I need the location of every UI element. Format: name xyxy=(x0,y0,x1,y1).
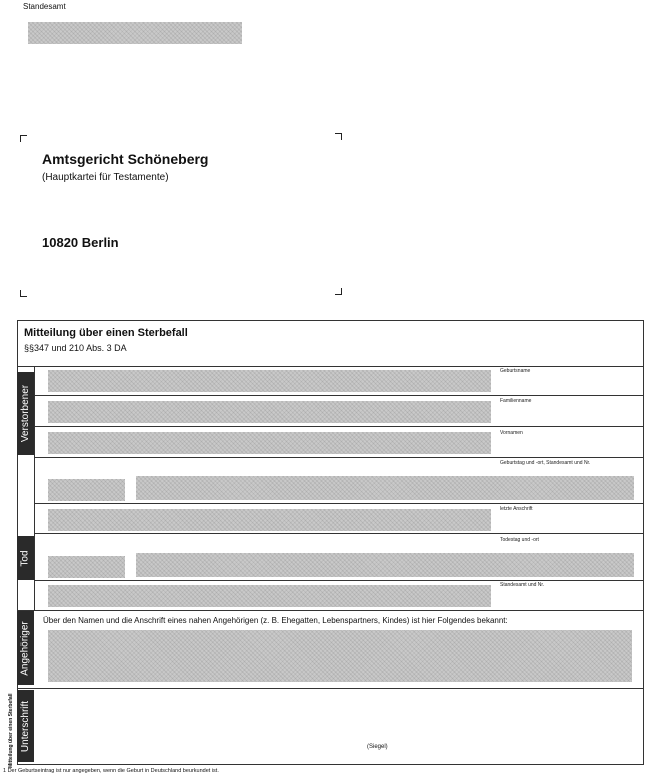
recipient-city: 10820 Berlin xyxy=(42,235,119,250)
rule-row-2 xyxy=(34,426,644,427)
standesamt-nr-label: Standesamt und Nr. xyxy=(500,582,545,588)
section-unterschrift: Unterschrift xyxy=(17,690,34,762)
section-tod: Tod xyxy=(17,536,34,580)
seal-label: (Siegel) xyxy=(367,744,388,750)
rule-row-6 xyxy=(34,580,644,581)
rule-sidebar xyxy=(34,366,35,610)
sender-field[interactable] xyxy=(28,22,242,44)
recipient-dept: (Hauptkartei für Testamente) xyxy=(42,172,169,183)
todestag-label: Todestag und -ort xyxy=(500,537,539,543)
side-caption: Mitteilung über einen Sterbefall xyxy=(8,693,14,768)
geburtsname-field[interactable] xyxy=(48,370,491,392)
form-subtitle: §§347 und 210 Abs. 3 DA xyxy=(24,343,127,353)
rule-row-3 xyxy=(34,457,644,458)
rule-row-4 xyxy=(34,503,644,504)
rule-title xyxy=(17,366,644,367)
corner-mark-top-left xyxy=(20,135,27,142)
familienname-field[interactable] xyxy=(48,401,491,423)
sender-label: Standesamt xyxy=(23,2,66,11)
corner-mark-bottom-left xyxy=(20,290,27,297)
rule-row-7 xyxy=(17,610,644,611)
rule-row-5 xyxy=(34,533,644,534)
anschrift-field[interactable] xyxy=(48,509,491,531)
footnote: 1 Der Geburtseintrag ist nur angegeben, wenn die Geburt in Deutschland beurkundet ist. xyxy=(3,768,219,774)
standesamt-nr-field[interactable] xyxy=(48,585,491,607)
section-angehoeriger: Angehöriger xyxy=(17,611,34,685)
section-verstorbener: Verstorbener xyxy=(17,372,34,455)
corner-mark-top-right xyxy=(335,133,342,140)
todesort-field[interactable] xyxy=(136,553,634,577)
rule-row-1 xyxy=(34,395,644,396)
recipient-name: Amtsgericht Schöneberg xyxy=(42,151,209,167)
geburtsort-field[interactable] xyxy=(136,476,634,500)
geburtsname-label: Geburtsname xyxy=(500,368,531,374)
anschrift-label: letzte Anschrift xyxy=(500,506,533,512)
vornamen-field[interactable] xyxy=(48,432,491,454)
form-title: Mitteilung über einen Sterbefall xyxy=(24,327,188,339)
todestag-field[interactable] xyxy=(48,556,125,578)
corner-mark-bottom-right xyxy=(335,288,342,295)
geburtstag-field[interactable] xyxy=(48,479,125,501)
familienname-label: Familienname xyxy=(500,398,532,404)
rule-row-8 xyxy=(17,688,644,689)
relative-text: Über den Namen und die Anschrift eines nahen Angehörigen (z. B. Ehegatten, Lebenspartners, Kindes) ist hier Folgendes bekannt: xyxy=(43,616,508,625)
vornamen-label: Vornamen xyxy=(500,430,523,436)
relative-field[interactable] xyxy=(48,630,632,682)
geburt-label: Geburtstag und -ort, Standesamt und Nr. xyxy=(500,460,591,466)
